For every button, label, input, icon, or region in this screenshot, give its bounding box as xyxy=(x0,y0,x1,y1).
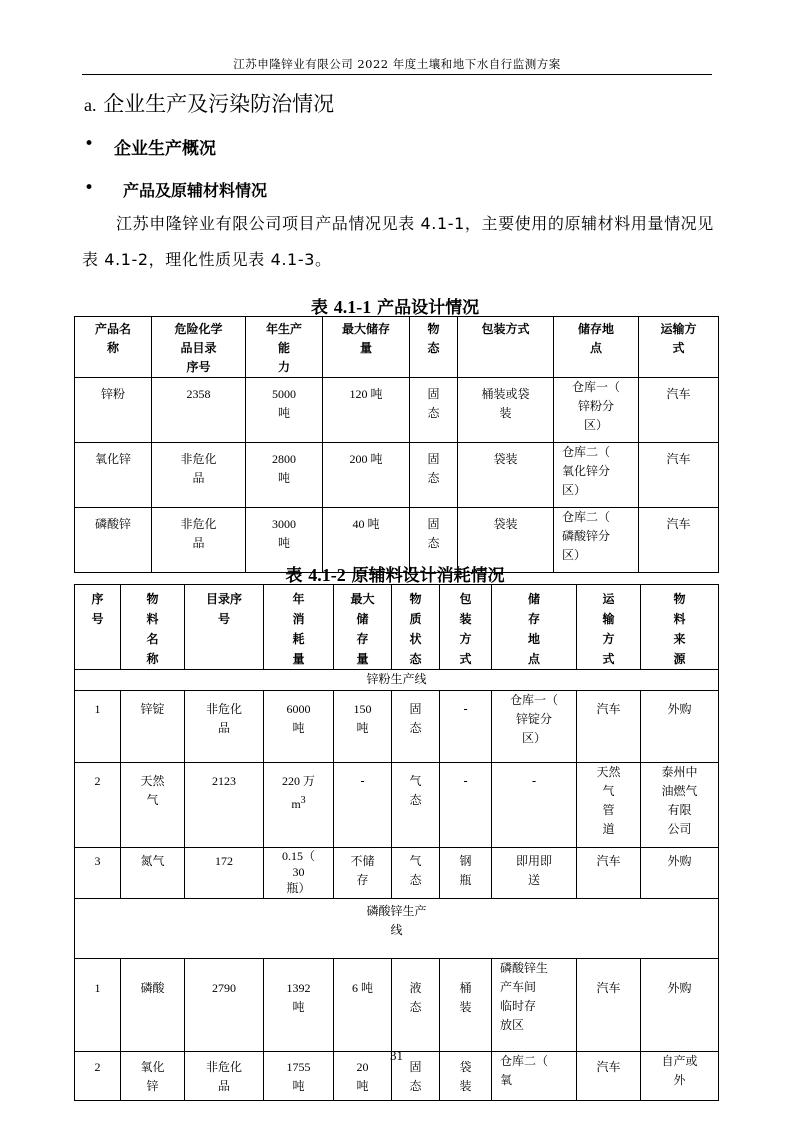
table-cell: 6000 吨 xyxy=(264,691,334,763)
header-cell: 物 态 xyxy=(410,317,458,378)
table-cell: 40 吨 xyxy=(323,508,410,573)
caption-prefix: 表 xyxy=(310,298,328,318)
table-cell: 汽车 xyxy=(639,443,719,508)
table-cell: 6 吨 xyxy=(334,959,392,1052)
table-cell: 120 吨 xyxy=(323,378,410,443)
table-cell: 天然 气 xyxy=(121,763,185,848)
cell-text: 220 万 m xyxy=(281,774,315,811)
header-cell: 年 消 耗 量 xyxy=(264,585,334,670)
table-cell: 袋装 xyxy=(458,443,554,508)
header-cell: 物 质 状 态 xyxy=(392,585,440,670)
page-number: 31 xyxy=(390,1048,403,1063)
table-cell: - xyxy=(440,691,492,763)
table-cell: 汽车 xyxy=(577,848,641,899)
table-cell: 外购 xyxy=(641,848,719,899)
table-cell xyxy=(264,763,334,848)
running-header: 江苏申隆锌业有限公司 2022 年度土壤和地下水自行监测方案 xyxy=(233,57,561,71)
header-cell: 危险化学 品目录 序号 xyxy=(152,317,246,378)
header-cell: 物 料 来 源 xyxy=(641,585,719,670)
product-design-table xyxy=(74,316,719,573)
header-cell: 最大储存 量 xyxy=(323,317,410,378)
bullet-icon: • xyxy=(84,134,95,154)
header-divider xyxy=(82,74,712,75)
table-cell: 袋 装 xyxy=(440,1052,492,1101)
table-cell: 仓库一（ 锌锭分 区） xyxy=(492,691,577,763)
table-cell: 外购 xyxy=(641,959,719,1052)
table-cell: 磷酸 xyxy=(121,959,185,1052)
table-cell: 钢 瓶 xyxy=(440,848,492,899)
table-cell: 泰州中 油燃气 有限 公司 xyxy=(641,763,719,848)
superscript: 3 xyxy=(300,795,306,806)
section-title: 企业生产及污染防治情况 xyxy=(103,92,335,116)
table1-caption xyxy=(75,293,715,318)
table-cell: 3 xyxy=(75,848,121,899)
header-cell: 目录序 号 xyxy=(185,585,264,670)
table-cell: - xyxy=(334,763,392,848)
table-cell: 桶 装 xyxy=(440,959,492,1052)
raw-material-table xyxy=(74,584,719,1101)
table-cell: 固 态 xyxy=(392,1052,440,1101)
table-cell: 氧化锌 xyxy=(75,443,152,508)
body-paragraph: 江苏申隆锌业有限公司项目产品情况见表 4.1-1，主要使用的原辅材料用量情况见表 4.1-2，理化性质见表 4.1-3。 xyxy=(82,214,714,269)
table-cell: 外购 xyxy=(641,691,719,763)
table-cell: 仓库二（ 氧 xyxy=(492,1052,577,1101)
table-cell: 5000 吨 xyxy=(246,378,323,443)
table-row xyxy=(75,959,719,1052)
table-cell: 2123 xyxy=(185,763,264,848)
table-cell: 150 吨 xyxy=(334,691,392,763)
table-cell: 1 xyxy=(75,959,121,1052)
table2-caption xyxy=(75,561,715,586)
caption-number: 4.1-1 xyxy=(333,297,372,317)
table-cell: 汽车 xyxy=(639,378,719,443)
table-cell: 1 xyxy=(75,691,121,763)
table-cell: 1392 吨 xyxy=(264,959,334,1052)
table-cell: 天然 气 管 道 xyxy=(577,763,641,848)
table-cell: 桶装或袋 装 xyxy=(458,378,554,443)
table-cell: 2358 xyxy=(152,378,246,443)
caption-text: 产品设计情况 xyxy=(377,298,480,318)
header-cell: 包 装 方 式 xyxy=(440,585,492,670)
table-cell: 磷酸锌生 产车间 临时存 放区 xyxy=(492,959,577,1052)
table-cell: 非危化 品 xyxy=(152,443,246,508)
table-row xyxy=(75,378,719,443)
header-cell: 序 号 xyxy=(75,585,121,670)
table-cell: 2 xyxy=(75,1052,121,1101)
table-cell: 氧化 锌 xyxy=(121,1052,185,1101)
table-cell: 2790 xyxy=(185,959,264,1052)
table-cell: 气 态 xyxy=(392,763,440,848)
table-cell: 汽车 xyxy=(639,508,719,573)
table-cell: 汽车 xyxy=(577,691,641,763)
header-cell: 产品名 称 xyxy=(75,317,152,378)
table-cell: 0.15（ 30 瓶） xyxy=(264,848,334,899)
header-cell: 年生产 能 力 xyxy=(246,317,323,378)
table-cell: 自产或 外 xyxy=(641,1052,719,1101)
caption-number: 4.1-2 xyxy=(308,565,346,585)
bullet-text: 企业生产概况 xyxy=(114,139,216,159)
header-cell: 物 料 名 称 xyxy=(121,585,185,670)
header-cell: 运 输 方 式 xyxy=(577,585,641,670)
table-cell: 固 态 xyxy=(392,691,440,763)
table-cell: 20 吨 xyxy=(334,1052,392,1101)
table-cell: 固 态 xyxy=(410,508,458,573)
caption-text: 原辅料设计消耗情况 xyxy=(351,566,505,586)
table-cell: 磷酸锌 xyxy=(75,508,152,573)
table-cell: 仓库二（ 磷酸锌分 区） xyxy=(554,508,639,573)
header-cell: 包装方式 xyxy=(458,317,554,378)
table-row xyxy=(75,443,719,508)
table-cell: 液 态 xyxy=(392,959,440,1052)
table-cell: 固 态 xyxy=(410,378,458,443)
table-cell: 200 吨 xyxy=(323,443,410,508)
table-cell: 气 态 xyxy=(392,848,440,899)
table-cell: 不储 存 xyxy=(334,848,392,899)
header-cell: 最大 储 存 量 xyxy=(334,585,392,670)
table-cell: 汽车 xyxy=(577,1052,641,1101)
table-cell: 氮气 xyxy=(121,848,185,899)
table-cell: 非危化 品 xyxy=(185,1052,264,1101)
table-cell: 1755 吨 xyxy=(264,1052,334,1101)
header-cell: 运输方 式 xyxy=(639,317,719,378)
table-cell: 2 xyxy=(75,763,121,848)
section-label: 锌粉生产线 xyxy=(75,670,719,691)
table-cell: 袋装 xyxy=(458,508,554,573)
header-cell: 储 存 地 点 xyxy=(492,585,577,670)
table-cell: 172 xyxy=(185,848,264,899)
table-cell: 即用即 送 xyxy=(492,848,577,899)
caption-prefix: 表 xyxy=(285,566,303,586)
table-cell: 非危化 品 xyxy=(185,691,264,763)
table-cell: 3000 吨 xyxy=(246,508,323,573)
table-cell: 2800 吨 xyxy=(246,443,323,508)
table-header-row xyxy=(75,585,719,670)
bullet-text: 产品及原辅材料情况 xyxy=(123,181,268,200)
table-cell: 汽车 xyxy=(577,959,641,1052)
section-row xyxy=(75,670,719,691)
table-cell: 锌锭 xyxy=(121,691,185,763)
table-cell: - xyxy=(440,763,492,848)
section-label: 磷酸锌生产 线 xyxy=(75,899,719,959)
table-cell: - xyxy=(492,763,577,848)
table-cell: 非危化 品 xyxy=(152,508,246,573)
section-heading xyxy=(84,88,334,118)
table-cell: 仓库二（ 氧化锌分 区） xyxy=(554,443,639,508)
table-row xyxy=(75,848,719,899)
section-prefix: a. xyxy=(84,95,97,115)
header-cell: 储存地 点 xyxy=(554,317,639,378)
table-cell: 锌粉 xyxy=(75,378,152,443)
table-header-row xyxy=(75,317,719,378)
table-cell: 仓库一（ 锌粉分 区） xyxy=(554,378,639,443)
section-row xyxy=(75,899,719,959)
table-row xyxy=(75,763,719,848)
bullet-icon: • xyxy=(84,178,95,198)
table-row xyxy=(75,691,719,763)
table-cell: 固 态 xyxy=(410,443,458,508)
